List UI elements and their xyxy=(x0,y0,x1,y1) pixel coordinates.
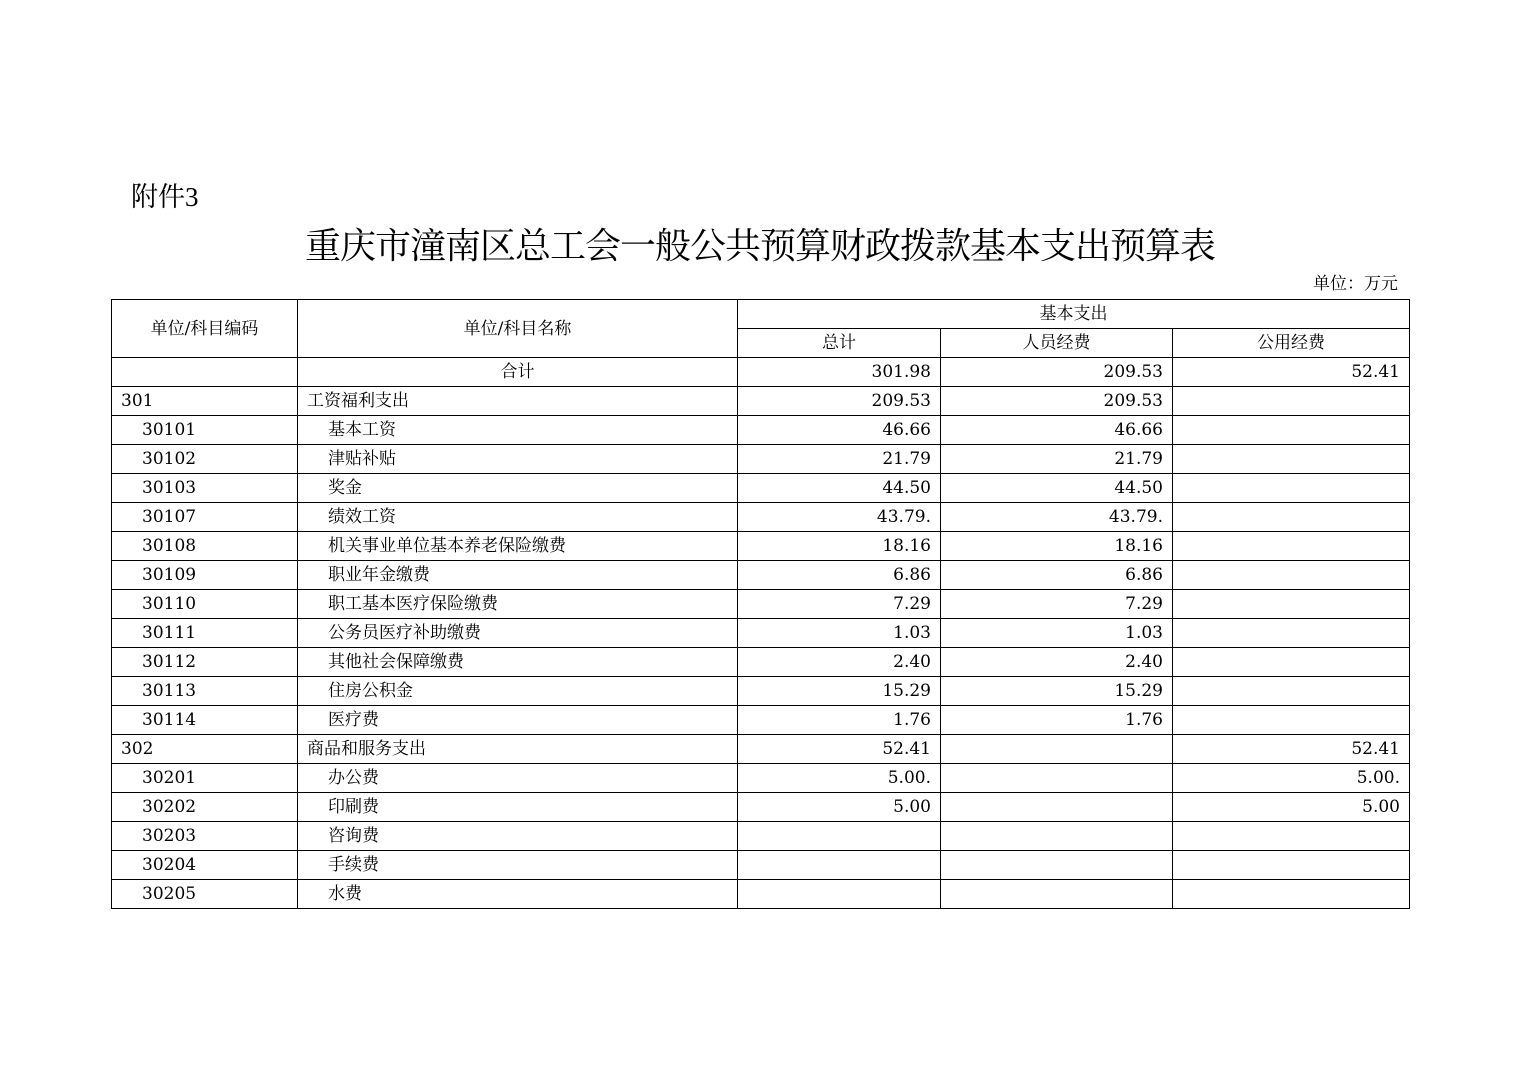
table-row xyxy=(112,735,1410,764)
row-personnel: 46.66 xyxy=(941,416,1173,445)
row-public: 5.00 xyxy=(1173,793,1410,822)
row-public xyxy=(1173,648,1410,677)
row-code: 30101 xyxy=(112,416,298,445)
row-code: 30202 xyxy=(112,793,298,822)
row-public xyxy=(1173,532,1410,561)
row-public: 5.00. xyxy=(1173,764,1410,793)
row-public xyxy=(1173,706,1410,735)
row-total xyxy=(738,880,941,909)
row-personnel: 6.86 xyxy=(941,561,1173,590)
row-code: 30205 xyxy=(112,880,298,909)
row-personnel: 7.29 xyxy=(941,590,1173,619)
row-personnel: 209.53 xyxy=(941,387,1173,416)
row-name: 绩效工资 xyxy=(298,503,738,532)
row-public xyxy=(1173,474,1410,503)
row-name: 职工基本医疗保险缴费 xyxy=(298,590,738,619)
document-title: 重庆市潼南区总工会一般公共预算财政拨款基本支出预算表 xyxy=(304,226,1215,267)
row-personnel xyxy=(941,822,1173,851)
row-public xyxy=(1173,851,1410,880)
table-row xyxy=(112,822,1410,851)
summary-name: 合计 xyxy=(298,358,738,387)
row-public xyxy=(1173,445,1410,474)
row-name: 咨询费 xyxy=(298,822,738,851)
row-total: 1.03 xyxy=(738,619,941,648)
row-public xyxy=(1173,387,1410,416)
row-code: 30107 xyxy=(112,503,298,532)
row-total: 5.00. xyxy=(738,764,941,793)
summary-code xyxy=(112,358,298,387)
table-row xyxy=(112,706,1410,735)
row-public xyxy=(1173,880,1410,909)
row-code: 302 xyxy=(112,735,298,764)
table-body xyxy=(112,358,1410,909)
row-name: 基本工资 xyxy=(298,416,738,445)
row-public xyxy=(1173,619,1410,648)
table-row xyxy=(112,445,1410,474)
row-public xyxy=(1173,822,1410,851)
row-code: 30113 xyxy=(112,677,298,706)
unit-note: 单位：万元 xyxy=(1313,274,1398,294)
row-name: 住房公积金 xyxy=(298,677,738,706)
table-row xyxy=(112,851,1410,880)
row-name: 印刷费 xyxy=(298,793,738,822)
header-public: 公用经费 xyxy=(1173,329,1410,358)
summary-total: 301.98 xyxy=(738,358,941,387)
row-personnel: 2.40 xyxy=(941,648,1173,677)
table-row xyxy=(112,677,1410,706)
row-personnel: 15.29 xyxy=(941,677,1173,706)
row-code: 30109 xyxy=(112,561,298,590)
table-row xyxy=(112,387,1410,416)
row-name: 手续费 xyxy=(298,851,738,880)
table-row xyxy=(112,474,1410,503)
table-row xyxy=(112,503,1410,532)
table-row xyxy=(112,880,1410,909)
summary-row xyxy=(112,358,1410,387)
row-total: 15.29 xyxy=(738,677,941,706)
row-total xyxy=(738,851,941,880)
row-total: 18.16 xyxy=(738,532,941,561)
row-total: 6.86 xyxy=(738,561,941,590)
summary-personnel: 209.53 xyxy=(941,358,1173,387)
header-basic-expenditure: 基本支出 xyxy=(738,300,1410,329)
summary-public: 52.41 xyxy=(1173,358,1410,387)
attachment-text: 附件 xyxy=(131,182,185,213)
row-name: 水费 xyxy=(298,880,738,909)
row-personnel: 1.03 xyxy=(941,619,1173,648)
row-total: 5.00 xyxy=(738,793,941,822)
row-public xyxy=(1173,561,1410,590)
row-public xyxy=(1173,677,1410,706)
row-code: 30201 xyxy=(112,764,298,793)
row-personnel: 43.79. xyxy=(941,503,1173,532)
table-row xyxy=(112,793,1410,822)
table-row xyxy=(112,532,1410,561)
row-total xyxy=(738,822,941,851)
row-personnel xyxy=(941,880,1173,909)
attachment-label xyxy=(131,180,199,215)
row-name: 工资福利支出 xyxy=(298,387,738,416)
row-name: 机关事业单位基本养老保险缴费 xyxy=(298,532,738,561)
row-code: 30108 xyxy=(112,532,298,561)
row-name: 公务员医疗补助缴费 xyxy=(298,619,738,648)
row-name: 商品和服务支出 xyxy=(298,735,738,764)
header-code: 单位/科目编码 xyxy=(112,300,298,358)
row-personnel xyxy=(941,851,1173,880)
table-row xyxy=(112,416,1410,445)
row-total: 46.66 xyxy=(738,416,941,445)
row-code: 301 xyxy=(112,387,298,416)
row-name: 津贴补贴 xyxy=(298,445,738,474)
row-personnel xyxy=(941,793,1173,822)
budget-table xyxy=(111,299,1410,909)
header-row-1 xyxy=(112,300,1410,329)
row-name: 其他社会保障缴费 xyxy=(298,648,738,677)
row-total: 2.40 xyxy=(738,648,941,677)
row-code: 30112 xyxy=(112,648,298,677)
row-code: 30114 xyxy=(112,706,298,735)
table-row xyxy=(112,648,1410,677)
row-code: 30103 xyxy=(112,474,298,503)
row-personnel xyxy=(941,764,1173,793)
row-code: 30102 xyxy=(112,445,298,474)
row-personnel xyxy=(941,735,1173,764)
row-name: 职业年金缴费 xyxy=(298,561,738,590)
row-total: 44.50 xyxy=(738,474,941,503)
row-code: 30110 xyxy=(112,590,298,619)
row-name: 医疗费 xyxy=(298,706,738,735)
row-public xyxy=(1173,503,1410,532)
row-name: 奖金 xyxy=(298,474,738,503)
row-total: 21.79 xyxy=(738,445,941,474)
table-row xyxy=(112,619,1410,648)
row-personnel: 18.16 xyxy=(941,532,1173,561)
row-code: 30204 xyxy=(112,851,298,880)
row-personnel: 44.50 xyxy=(941,474,1173,503)
row-total: 209.53 xyxy=(738,387,941,416)
attachment-number: 3 xyxy=(185,182,199,212)
table-row xyxy=(112,590,1410,619)
row-public xyxy=(1173,416,1410,445)
row-total: 43.79. xyxy=(738,503,941,532)
table-row xyxy=(112,561,1410,590)
row-personnel: 1.76 xyxy=(941,706,1173,735)
row-total: 7.29 xyxy=(738,590,941,619)
row-total: 52.41 xyxy=(738,735,941,764)
header-total: 总计 xyxy=(738,329,941,358)
row-public xyxy=(1173,590,1410,619)
row-name: 办公费 xyxy=(298,764,738,793)
header-personnel: 人员经费 xyxy=(941,329,1173,358)
row-code: 30111 xyxy=(112,619,298,648)
row-code: 30203 xyxy=(112,822,298,851)
table-row xyxy=(112,764,1410,793)
row-public: 52.41 xyxy=(1173,735,1410,764)
row-total: 1.76 xyxy=(738,706,941,735)
header-name: 单位/科目名称 xyxy=(298,300,738,358)
row-personnel: 21.79 xyxy=(941,445,1173,474)
